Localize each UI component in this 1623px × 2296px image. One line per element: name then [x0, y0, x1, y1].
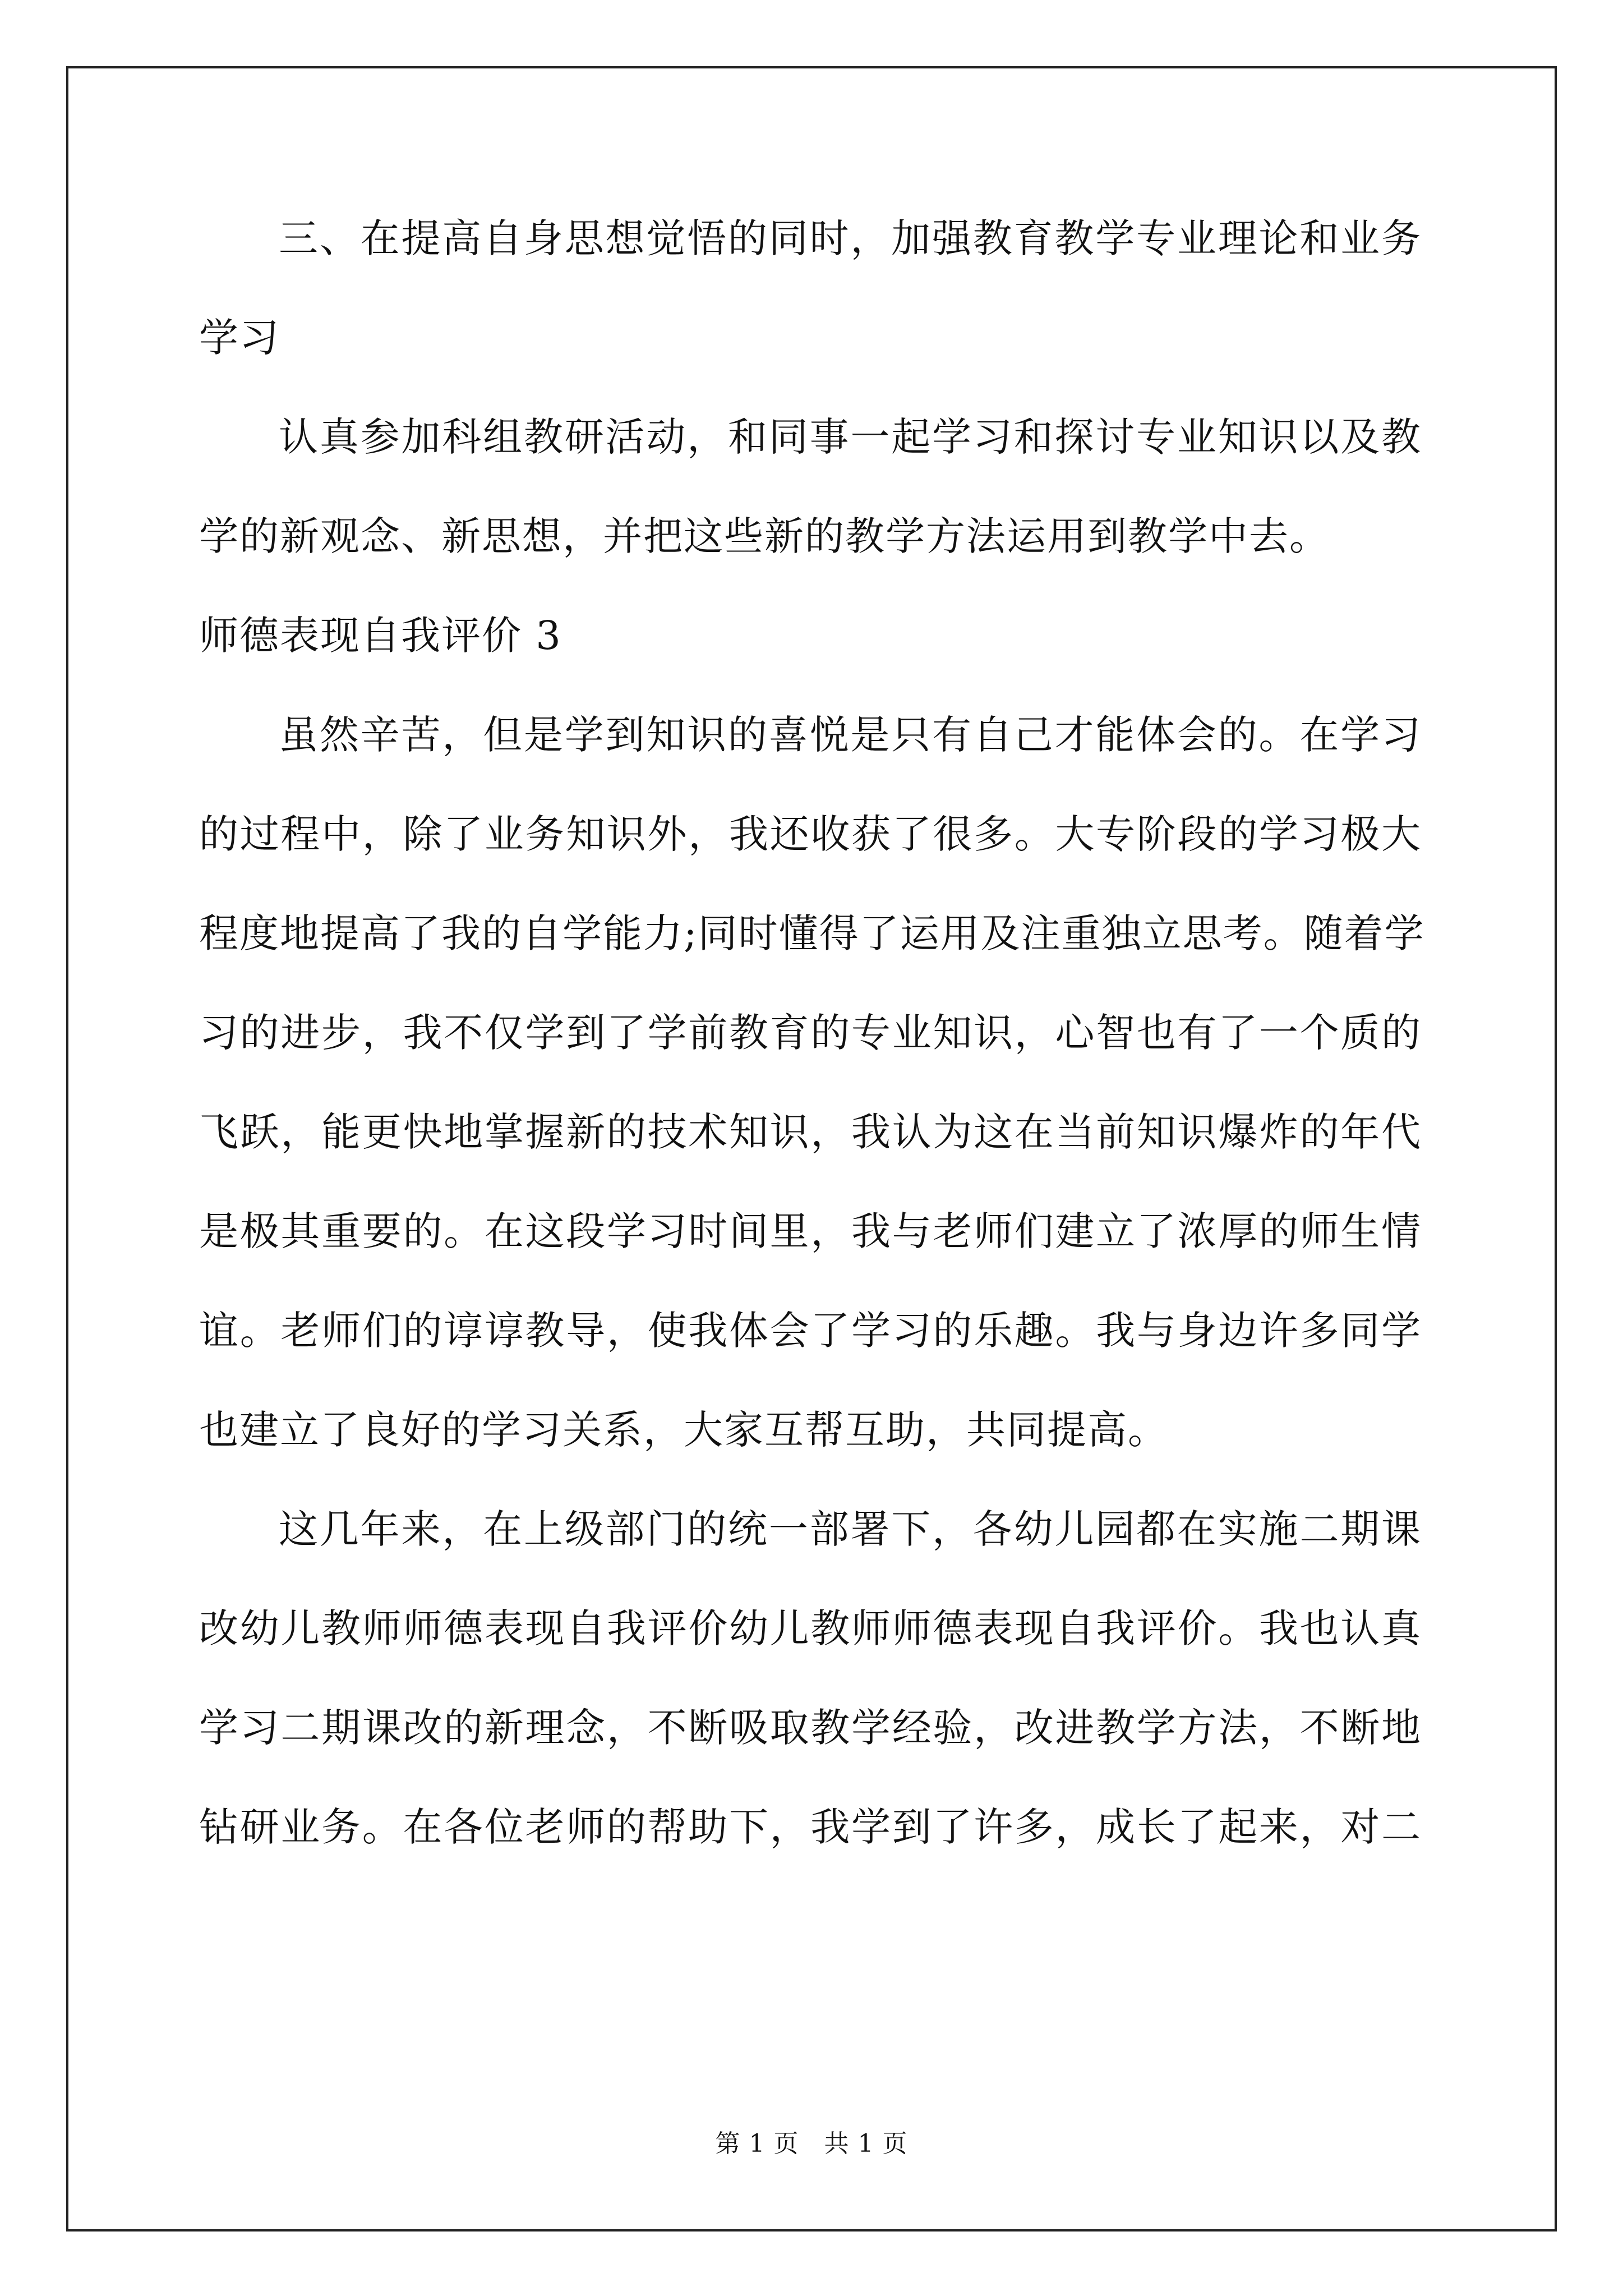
text-line: 也建立了良好的学习关系，大家互帮互助，共同提高。: [199, 1407, 1168, 1453]
text-line: 是极其重要的。在这段学习时间里，我与老师们建立了浓厚的师生情: [199, 1208, 1422, 1254]
paragraph: [199, 1506, 1422, 1850]
page-footer: [0, 2129, 1623, 2158]
text-line: 改幼儿教师师德表现自我评价幼儿教师师德表现自我评价。我也认真: [199, 1605, 1422, 1651]
text-line: 的过程中，除了业务知识外，我还收获了很多。大专阶段的学习极大: [199, 811, 1422, 857]
page-number: 第 1 页: [715, 2129, 799, 2158]
text-line: 程度地提高了我的自学能力;同时懂得了运用及注重独立思考。随着学: [199, 910, 1425, 956]
text-line: 习的进步，我不仅学到了学前教育的专业知识，心智也有了一个质的: [199, 1010, 1422, 1056]
text-line: 学的新观念、新思想，并把这些新的教学方法运用到教学中去。: [199, 513, 1330, 559]
paragraph: [199, 215, 1422, 361]
text-line: 认真参加科组教研活动，和同事一起学习和探讨专业知识以及教: [279, 414, 1422, 460]
text-line: 学习: [199, 315, 280, 361]
paragraph: [199, 414, 1422, 559]
text-line: 这几年来，在上级部门的统一部署下，各幼儿园都在实施二期课: [279, 1506, 1422, 1552]
text-line: 飞跃，能更快地掌握新的技术知识，我认为这在当前知识爆炸的年代: [199, 1109, 1422, 1155]
text-line: 谊。老师们的谆谆教导，使我体会了学习的乐趣。我与身边许多同学: [199, 1308, 1422, 1354]
total-pages: 共 1 页: [824, 2129, 908, 2158]
text-line: 三、在提高自身思想觉悟的同时，加强教育教学专业理论和业务: [279, 215, 1422, 261]
text-line: 学习二期课改的新理念，不断吸取教学经验，改进教学方法，不断地: [199, 1705, 1422, 1751]
paragraph: [199, 712, 1425, 1453]
text-line: 钻研业务。在各位老师的帮助下，我学到了许多，成长了起来，对二: [199, 1804, 1422, 1850]
section-heading: 师德表现自我评价 3: [199, 613, 562, 659]
document-body: [199, 215, 1425, 1850]
text-line: 虽然辛苦，但是学到知识的喜悦是只有自己才能体会的。在学习: [279, 712, 1422, 758]
